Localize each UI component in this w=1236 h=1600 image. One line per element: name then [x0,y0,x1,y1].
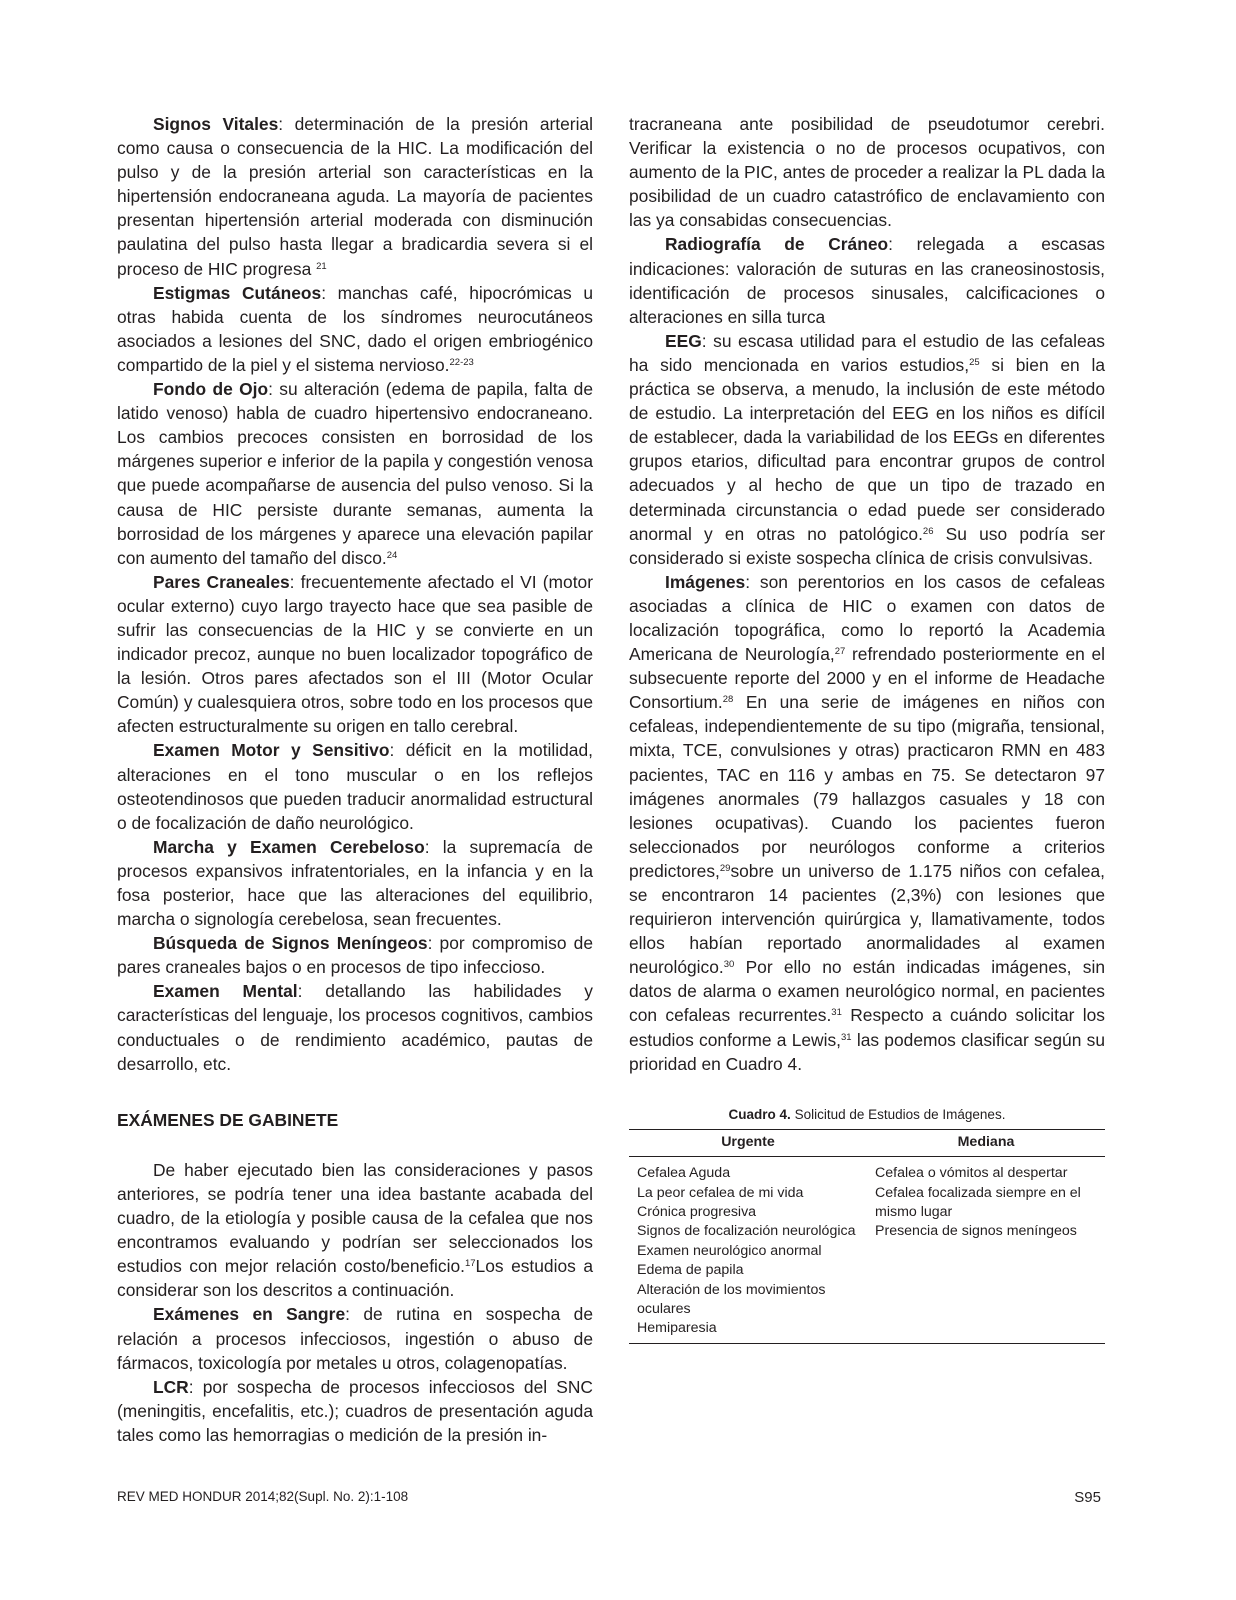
reference-marker: 17 [464,1258,476,1270]
text-imagenes-7: las podemos clasificar según su prioridad en Cuadro 4. [629,1029,1106,1074]
paragraph-signos-vitales [117,112,593,281]
reference-marker: 24 [386,549,398,561]
list-item: Alteración de los movimientos oculares [637,1281,826,1317]
paragraph-eeg [629,329,1105,570]
term-fondo-de-ojo: Fondo de Ojo [153,379,269,400]
text-imagenes-4: sobre un universo de 1.175 niños con cefalea, se encontraron 14 pacientes (2,3%) con lesiones que requirieron intervención quirúrgica y, llamativamente, todos ellos habían reportado anormalidades al examen neurológico. [629,860,1105,978]
list-item: Crónica progresiva [637,1203,757,1220]
reference-marker: 30 [723,959,735,971]
term-lcr: LCR [153,1376,189,1397]
list-item: Edema de papila [637,1262,744,1279]
table-row [629,1157,1105,1344]
list-item: Presencia de signos meníngeos [875,1223,1077,1240]
reference-marker: 31 [841,1031,852,1043]
text-eeg-2: si bien en la práctica se observa, a menudo, la inclusión de este método de estudio. La interpretación del EEG en los niños es difícil de establecer, dada la variabilidad de los EEGs en diferentes grupos etarios, dificultad para encontrar grupos de control adecuados y al hecho de que un tipo de trazado en determinada circunstancia o edad puede ser considerado anormal y en otras no patológico. [629,354,1105,544]
term-signos-vitales: Signos Vitales [153,114,279,134]
paragraph-examen-mental [117,979,593,1075]
term-examen-mental: Examen Mental [153,981,298,1002]
text-imagenes-6: Respecto a cuándo solicitar los estudios conforme a Lewis, [629,1005,1105,1050]
text-examen-motor: : déficit en la motilidad, alteraciones en el tono muscular o en los reflejos osteotendinosos que pueden traducir anormalidad estructural o de focalización de daño neurológico. [117,740,593,833]
paragraph-pares-craneales [117,570,593,739]
text-radiografia: : relegada a escasas indicaciones: valoración de suturas en las craneosinostosis, identificación de procesos sinusales, calcificaciones o alteraciones en silla turca [629,234,1106,327]
table-caption-label: Cuadro 4. [728,1106,791,1122]
paragraph-gabinete [117,1158,593,1303]
text-marcha: : la supremacía de procesos expansivos infratentoriales, en la infancia y en la fosa posterior, hace que las alteraciones del equilibrio, marcha o signología cerebelosa, sean frecuentes. [117,836,593,930]
paragraph-estigmas [117,281,593,377]
paragraph-marcha [117,835,593,931]
term-sangre: Exámenes en Sangre [153,1304,346,1325]
left-column [117,112,593,1447]
text-sangre: : de rutina en sospecha de relación a procesos infecciosos, ingestión o abuso de fármacos, toxicología por metales u otros, colagenopatías. [117,1304,593,1373]
table-header-row [629,1129,1105,1156]
term-eeg: EEG [665,330,702,351]
text-gabinete-after: Los estudios a considerar son los descritos a continuación. [117,1256,593,1301]
term-pares-craneales: Pares Craneales [153,571,290,592]
paragraph-examen-motor [117,738,593,834]
table-cuadro-4 [629,1106,1105,1344]
paragraph-imagenes [629,570,1105,1076]
list-item: Signos de focalización neurológica [637,1223,856,1240]
text-lcr: : por sospecha de procesos infecciosos del SNC (meningitis, encefalitis, etc.); cuadros de presentación aguda tales como las hemorragias o medición de la presión in- [117,1376,593,1445]
text-imagenes-2: refrendado posteriormente en el subsecuente reporte del 2000 y en el informe de Headache Consortium. [629,644,1105,713]
text-estigmas: : manchas café, hipocrómicas u otras habida cuenta de los síndromes neurocutáneos asociados a lesiones del SNC, dado el origen embriogénico compartido de la piel y el sistema nervioso. [117,282,593,375]
section-heading: EXÁMENES DE GABINETE [117,1109,339,1130]
list-item: La peor cefalea de mi vida [637,1184,804,1201]
reference-marker: 25 [969,356,980,368]
paragraph-fondo-de-ojo [117,377,593,570]
reference-marker: 22-23 [449,356,474,368]
reference-marker: 21 [316,260,327,272]
cell-urgente [629,1157,867,1344]
paragraph-signos-meningeos [117,931,593,979]
term-marcha: Marcha y Examen Cerebeloso [153,836,425,857]
text-examen-mental: : detallando las habilidades y características del lenguaje, los procesos cognitivos, cambios conductuales o de rendimiento académico, pautas de desarrollo, etc. [117,981,593,1074]
reference-marker: 29 [719,862,731,874]
term-imagenes: Imágenes [665,571,746,592]
paragraph-lcr [117,1375,593,1447]
text-gabinete: De haber ejecutado bien las consideraciones y pasos anteriores, se podría tener una idea bastante acabada del cuadro, de la etiología y posible causa de la cefalea que nos encontramos evaluando y podrían ser seleccionados los estudios con mejor relación costo/beneficio. [117,1159,593,1277]
text-signos-meningeos: : por compromiso de pares craneales bajos o en procesos de tipo infeccioso. [117,933,594,978]
header-mediana: Mediana [867,1129,1105,1156]
list-item: Examen neurológico anormal [637,1242,822,1259]
text-imagenes: : son perentorios en los casos de cefaleas asociadas a clínica de HIC o examen con datos de localización topográfica, como lo reportó la Academia Americana de Neurología, [629,571,1105,665]
term-estigmas: Estigmas Cutáneos [153,282,322,303]
term-examen-motor: Examen Motor y Sensitivo [153,740,390,761]
table-caption [629,1106,1105,1124]
paragraph-radiografia [629,232,1105,328]
text-imagenes-5: Por ello no están indicadas imágenes, sin datos de alarma o examen neurológico normal, en pacientes con cefaleas recurrentes. [629,957,1105,1026]
reference-marker: 28 [722,694,734,706]
header-urgente: Urgente [629,1129,867,1156]
page-number: S95 [1074,1489,1101,1506]
text-eeg: : su escasa utilidad para el estudio de las cefaleas ha sido mencionada en varios estudios, [629,330,1105,375]
paragraph-sangre [117,1302,593,1374]
table-caption-text: Solicitud de Estudios de Imágenes. [790,1106,1006,1122]
cell-mediana [867,1157,1105,1344]
text-pares-craneales: : frecuentemente afectado el VI (motor ocular externo) cuyo largo trayecto hace que sea pasible de sufrir las consecuencias de la HIC y se convierte en un indicador precoz, aunque no buen localizador topográfico de la lesión. Otros pares afectados son el III (Motor Ocular Común) y cualesquiera otros, sobre todo en los procesos que afecten estructuralmente su origen en tallo cerebral. [117,571,593,737]
list-item: Hemiparesia [637,1320,717,1337]
footer-citation: REV MED HONDUR 2014;82(Supl. No. 2):1-108 [117,1489,409,1504]
imaging-table [629,1129,1105,1344]
list-item: Cefalea Aguda [637,1165,731,1182]
reference-marker: 31 [831,1007,842,1019]
paragraph-lcr-continued: tracraneana ante posibilidad de pseudotumor cerebri. Verificar la existencia o no de procesos ocupativos, con aumento de la PIC, antes de proceder a realizar la PL dada la posibilidad de un cuadro catastrófico de enclavamiento con las ya consabidas consecuencias. [629,114,1105,231]
term-radiografia: Radiografía de Cráneo [665,234,889,255]
right-column [629,112,1105,1344]
list-item: Cefalea focalizada siempre en el mismo lugar [875,1184,1081,1220]
text-signos-vitales: : determinación de la presión arterial como causa o consecuencia de la HIC. La modificación del pulso y de la presión arterial son características en la hipertensión endocraneana aguda. La mayoría de pacientes presentan hipertensión arterial moderada con disminución paulatina del pulso hasta llegar a bradicardia severa si el proceso de HIC progresa [117,114,593,279]
text-eeg-3: Su uso podría ser considerado si existe sospecha clínica de crisis convulsivas. [629,523,1105,568]
text-fondo-de-ojo: : su alteración (edema de papila, falta de latido venoso) habla de cuadro hipertensivo endocraneano. Los cambios precoces consisten en borrosidad de los márgenes superior e inferior de la papila y congestión venosa que puede acompañarse de ausencia del pulso venoso. Si la causa de HIC persiste durante semanas, aumenta la borrosidad de los márgenes y aparece una elevación papilar con aumento del tamaño del disco. [117,379,593,568]
text-imagenes-3: En una serie de imágenes en niños con cefaleas, independientemente de su tipo (migraña, tensional, mixta, TCE, convulsiones y otras) practicaron RMN en 483 pacientes, TAC en 116 y ambas en 75. Se detectaron 97 imágenes anormales (79 hallazgos casuales y 18 con lesiones ocupativas). Cuando los pacientes fueron seleccionados por neurólogos conforme a criterios predictores, [629,692,1105,881]
reference-marker: 26 [922,525,934,537]
list-item: Cefalea o vómitos al despertar [875,1165,1068,1182]
term-signos-meningeos: Búsqueda de Signos Meníngeos [153,933,428,954]
reference-marker: 27 [834,646,846,658]
